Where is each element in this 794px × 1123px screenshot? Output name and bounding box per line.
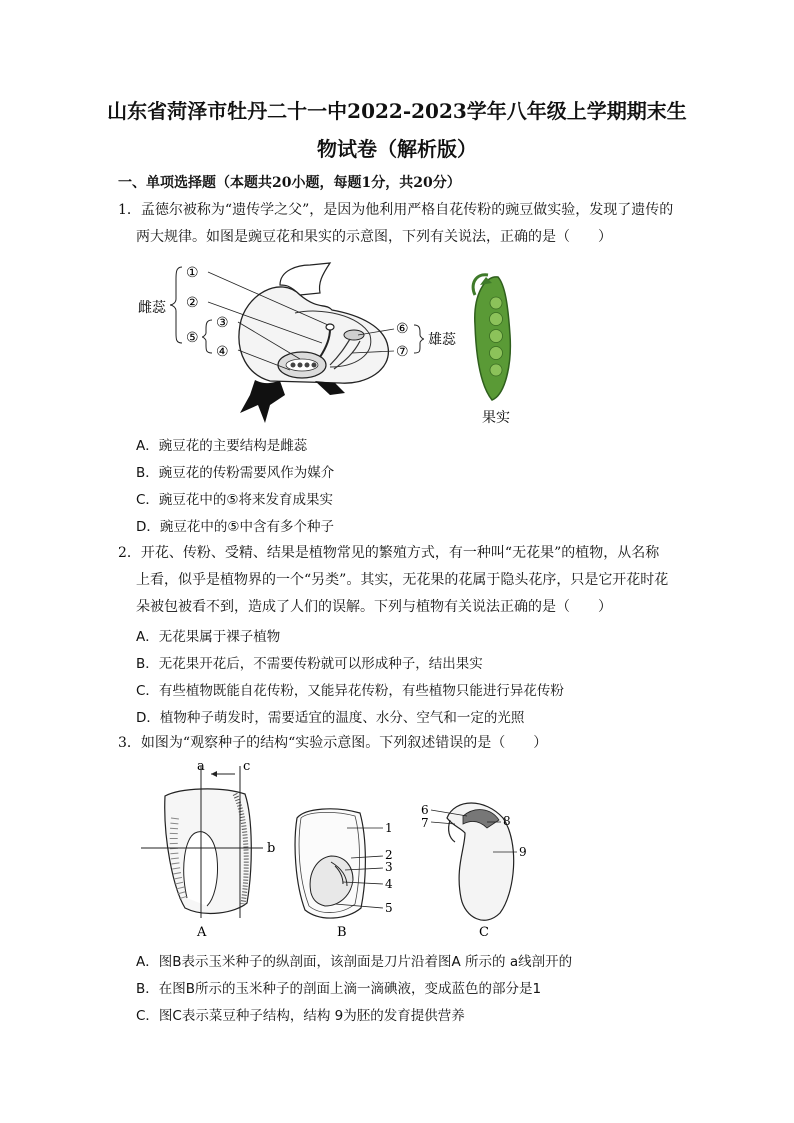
q2-stem-line-1: 2．开花、传粉、受精、结果是植物常见的繁殖方式，有一种叫“无花果”的植物，从名称 — [118, 545, 660, 561]
q2-stem-line-3: 朵被包被看不到，造成了人们的误解。下列与植物有关说法正确的是（ ） — [136, 599, 612, 615]
q2-option-d[interactable]: D．植物种子萌发时，需要适宜的温度、水分、空气和一定的光照 — [136, 710, 525, 726]
label-6: ⑥ — [396, 321, 409, 337]
pea-flower-figure — [130, 255, 550, 430]
b-num-1: 1 — [385, 821, 393, 835]
b-num-5: 5 — [385, 901, 393, 915]
label-5: ⑤ — [186, 330, 199, 346]
title-line-1: 山东省菏泽市牡丹二十一中2022-2023学年八年级上学期期末生 — [107, 99, 687, 123]
c-num-7: 7 — [421, 816, 429, 830]
pistil-label: 雌蕊 — [138, 300, 166, 316]
q2-option-c[interactable]: C．有些植物既能自花传粉，又能异花传粉，有些植物只能进行异花传粉 — [136, 683, 564, 699]
q1-option-c[interactable]: C．豌豆花中的⑤将来发育成果实 — [136, 492, 334, 508]
q3-option-c[interactable]: C．图C表示菜豆种子结构，结构 9为胚的发育提供营养 — [136, 1008, 465, 1024]
c-num-6: 6 — [421, 803, 429, 817]
line-a-label: a — [197, 759, 205, 774]
q1-option-a[interactable]: A．豌豆花的主要结构是雌蕊 — [136, 438, 308, 454]
q3-option-a[interactable]: A．图B表示玉米种子的纵剖面，该剖面是刀片沿着图A 所示的 a线剖开的 — [136, 954, 573, 970]
label-2: ② — [186, 295, 199, 311]
pea-pod-image — [473, 275, 510, 400]
line-b-label: b — [267, 841, 276, 856]
corn-kernel-a — [141, 759, 275, 940]
q1-stem-line-2: 两大规律。如图是豌豆花和果实的示意图，下列有关说法，正确的是（ ） — [136, 229, 612, 245]
q3-option-b[interactable]: B．在图B所示的玉米种子的剖面上滴一滴碘液，变成蓝色的部分是1 — [136, 981, 542, 997]
q1-option-d[interactable]: D．豌豆花中的⑤中含有多个种子 — [136, 519, 334, 535]
label-7: ⑦ — [396, 344, 409, 360]
label-3: ③ — [216, 315, 229, 331]
page-title — [90, 92, 704, 168]
caption-a: A — [197, 925, 207, 940]
q2-stem-line-2: 上看，似乎是植物界的一个“另类”。其实，无花果的花属于隐头花序，只是它开花时花 — [136, 572, 669, 588]
caption-c: C — [479, 925, 489, 940]
label-1: ① — [186, 265, 199, 281]
label-4: ④ — [216, 344, 229, 360]
q2-option-a[interactable]: A．无花果属于裸子植物 — [136, 629, 281, 645]
c-num-9: 9 — [519, 845, 527, 859]
q3-stem-line-1: 3．如图为“观察种子的结构“实验示意图。下列叙述错误的是（ ） — [118, 735, 548, 751]
q2-option-b[interactable]: B．无花果开花后，不需要传粉就可以形成种子，结出果实 — [136, 656, 483, 672]
q1-option-b[interactable]: B．豌豆花的传粉需要风作为媒介 — [136, 465, 335, 481]
corn-section-b — [295, 809, 393, 940]
b-num-4: 4 — [385, 877, 393, 891]
bean-seed-c — [421, 803, 527, 940]
title-line-2: 物试卷（解析版） — [317, 137, 477, 161]
c-num-8: 8 — [503, 814, 511, 828]
stamen-label: 雄蕊 — [428, 332, 456, 348]
seed-structure-figure — [135, 758, 555, 943]
section-heading: 一、单项选择题（本题共20小题，每题1分，共20分） — [118, 175, 461, 191]
b-num-2: 2 — [385, 848, 393, 862]
b-num-3: 3 — [385, 860, 393, 874]
line-c-label: c — [243, 759, 251, 774]
caption-b: B — [337, 925, 347, 940]
q1-stem-line-1: 1．孟德尔被称为“遗传学之父”，是因为他利用严格自花传粉的豌豆做实验，发现了遗传的 — [118, 202, 674, 218]
fruit-label: 果实 — [482, 410, 510, 426]
